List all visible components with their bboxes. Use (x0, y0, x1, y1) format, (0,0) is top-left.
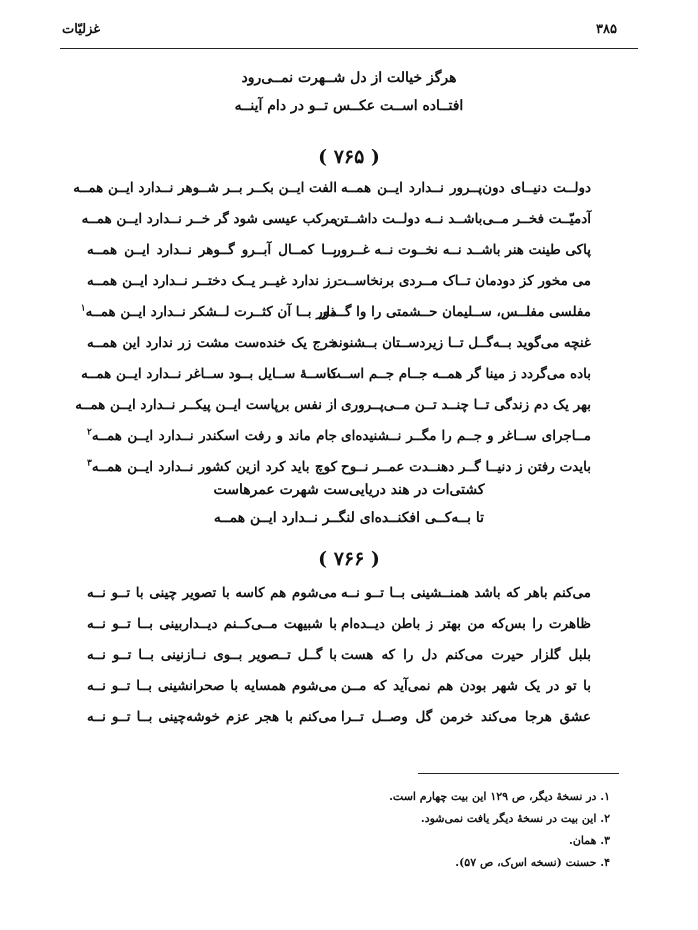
footnote-3: ۳. همان. (568, 834, 610, 847)
verse-right: با تو در یک شهر بودن هم نمی‌آید که مــن (341, 678, 591, 694)
verse-right: آدمیّــت فخــر مــی‌باشــد نــه دولــت داشــتن (334, 211, 591, 227)
verse-left (87, 428, 337, 452)
verse-left: رز ندارد غیــر یــک دختــر نــدارد ایــن همــه (87, 273, 337, 289)
verse-right: بهر یک دم زندگی تــا چنــد تــن مــی‌پــروری (341, 397, 591, 413)
header-rule (60, 48, 638, 49)
verse-left: با گــل تــصویر بــوی نــازنینی بــا تــو نــه (87, 647, 337, 663)
verse-right: پاکی طینت هنر باشــد نــه نخــوت نــه غــرور (334, 242, 591, 258)
verse-left: الفت ایــن بکــر بــر شــوهر نــدارد ایــن همــه (73, 180, 337, 196)
verse-left: کاســهٔ ســایل بــود ســاغر نــدارد ایــن همــه (81, 366, 337, 382)
verse-left: می‌شوم همسایه با صحرانشینی بــا تــو نــه (87, 678, 337, 694)
verse-left (80, 303, 337, 328)
verse-right: مفلسی مفلــس، ســلیمان حــشمتی را وا گــذار (319, 304, 591, 320)
intro-hemistich-1: هرگز خیالت از دل شــهرت نمــی‌رود (241, 70, 457, 86)
verse-left: مرکب عیسی شود گر خــر نــدارد ایــن همــه (81, 211, 337, 227)
verse-right: ظاهرت را بس‌که من بهتر ز باطن دیــده‌ام (341, 616, 591, 632)
ghazal-765-title: ( ۷۶۵ ) (318, 146, 380, 168)
verse-text: جام ماند و رفت اسکندر نــدارد ایــن همــه (91, 428, 337, 444)
footnote-marker: ۲ (87, 427, 92, 438)
verse-right: دولــت دنیــای دون‌پــرور نــدارد ایــن همــه (341, 180, 591, 196)
page-number: ۳۸۵ (596, 22, 617, 37)
footnote-1: ۱. در نسخهٔ دیگر، ص ۱۲۹ این بیت چهارم است. (389, 790, 610, 803)
verse-right: بلبل گلزار حیرت می‌کنم دل را که هست (341, 647, 591, 663)
verse-right: می مخور کز دودمان تــاک مــردی برنخاســت (333, 273, 591, 289)
footnote-4: ۴. حسنت (نسخه اس‌ک، ص ۵۷). (455, 856, 610, 869)
verse-right: می‌کنم باهر که باشد همنــشینی بــا تــو نــه (341, 585, 591, 601)
verse-text: مور بــا آن کثــرت لــشکر نــدارد ایــن همــه (85, 304, 337, 320)
verse-right: مــاجرای ســاغر و جــم را مگــر نــشنیده‌ای (341, 428, 591, 444)
verse-text: کوچ باید کرد ازین کشور نــدارد ایــن همــه (91, 459, 337, 475)
footnote-2: ۲. این بیت در نسخهٔ دیگر یافت نمی‌شود. (420, 812, 610, 825)
verse-right: باده می‌گردد ز مینا گر همــه جــام جــم اســت (327, 366, 591, 382)
running-title: غزلیّات (62, 22, 101, 37)
verse-right: بایدت رفتن ز دنیــا گــر دهنــدت عمــر نــوح (341, 459, 591, 475)
verse-right: غنچه می‌گوید بــه‌گــل تــا زیردســتان بــشنوند (331, 335, 591, 351)
verse-left: خرج یک خنده‌ست مشت زر ندارد این همــه (87, 335, 337, 351)
intro-hemistich-2: افتــاده اســت عکــس تــو در دام آینــه (234, 98, 464, 114)
closing-hemistich-2: تا بــه‌کــی افکنــده‌ای لنگــر نــدارد ایــن همــه (213, 510, 485, 526)
verse-left (87, 459, 337, 483)
footnote-rule (418, 773, 619, 774)
footnote-marker: ۳ (87, 458, 92, 469)
verse-left: بــا کمــال آبــرو گــوهر نــدارد ایــن همــه (87, 242, 337, 258)
verse-left: با شبیهت مــی‌کــنم دیــداربینی بــا تــو نــه (87, 616, 337, 632)
ghazal-766-title: ( ۷۶۶ ) (318, 548, 380, 570)
verse-left: می‌شوم هم کاسه با تصویر چینی با تــو نــه (87, 585, 337, 601)
verse-left: می‌کنم با هجر عزم خوشه‌چینی بــا تــو نــه (87, 709, 337, 725)
footnote-marker: ۱ (80, 303, 86, 314)
verse-right: عشق هرجا می‌کند خرمن گل وصــل تــرا (341, 709, 591, 725)
closing-hemistich-1: کشتی‌ات در هند دریایی‌ست شهرت عمرهاست (213, 482, 485, 498)
verse-left: از نفس برپاست ایــن پیکــر نــدارد ایــن همــه (75, 397, 337, 413)
